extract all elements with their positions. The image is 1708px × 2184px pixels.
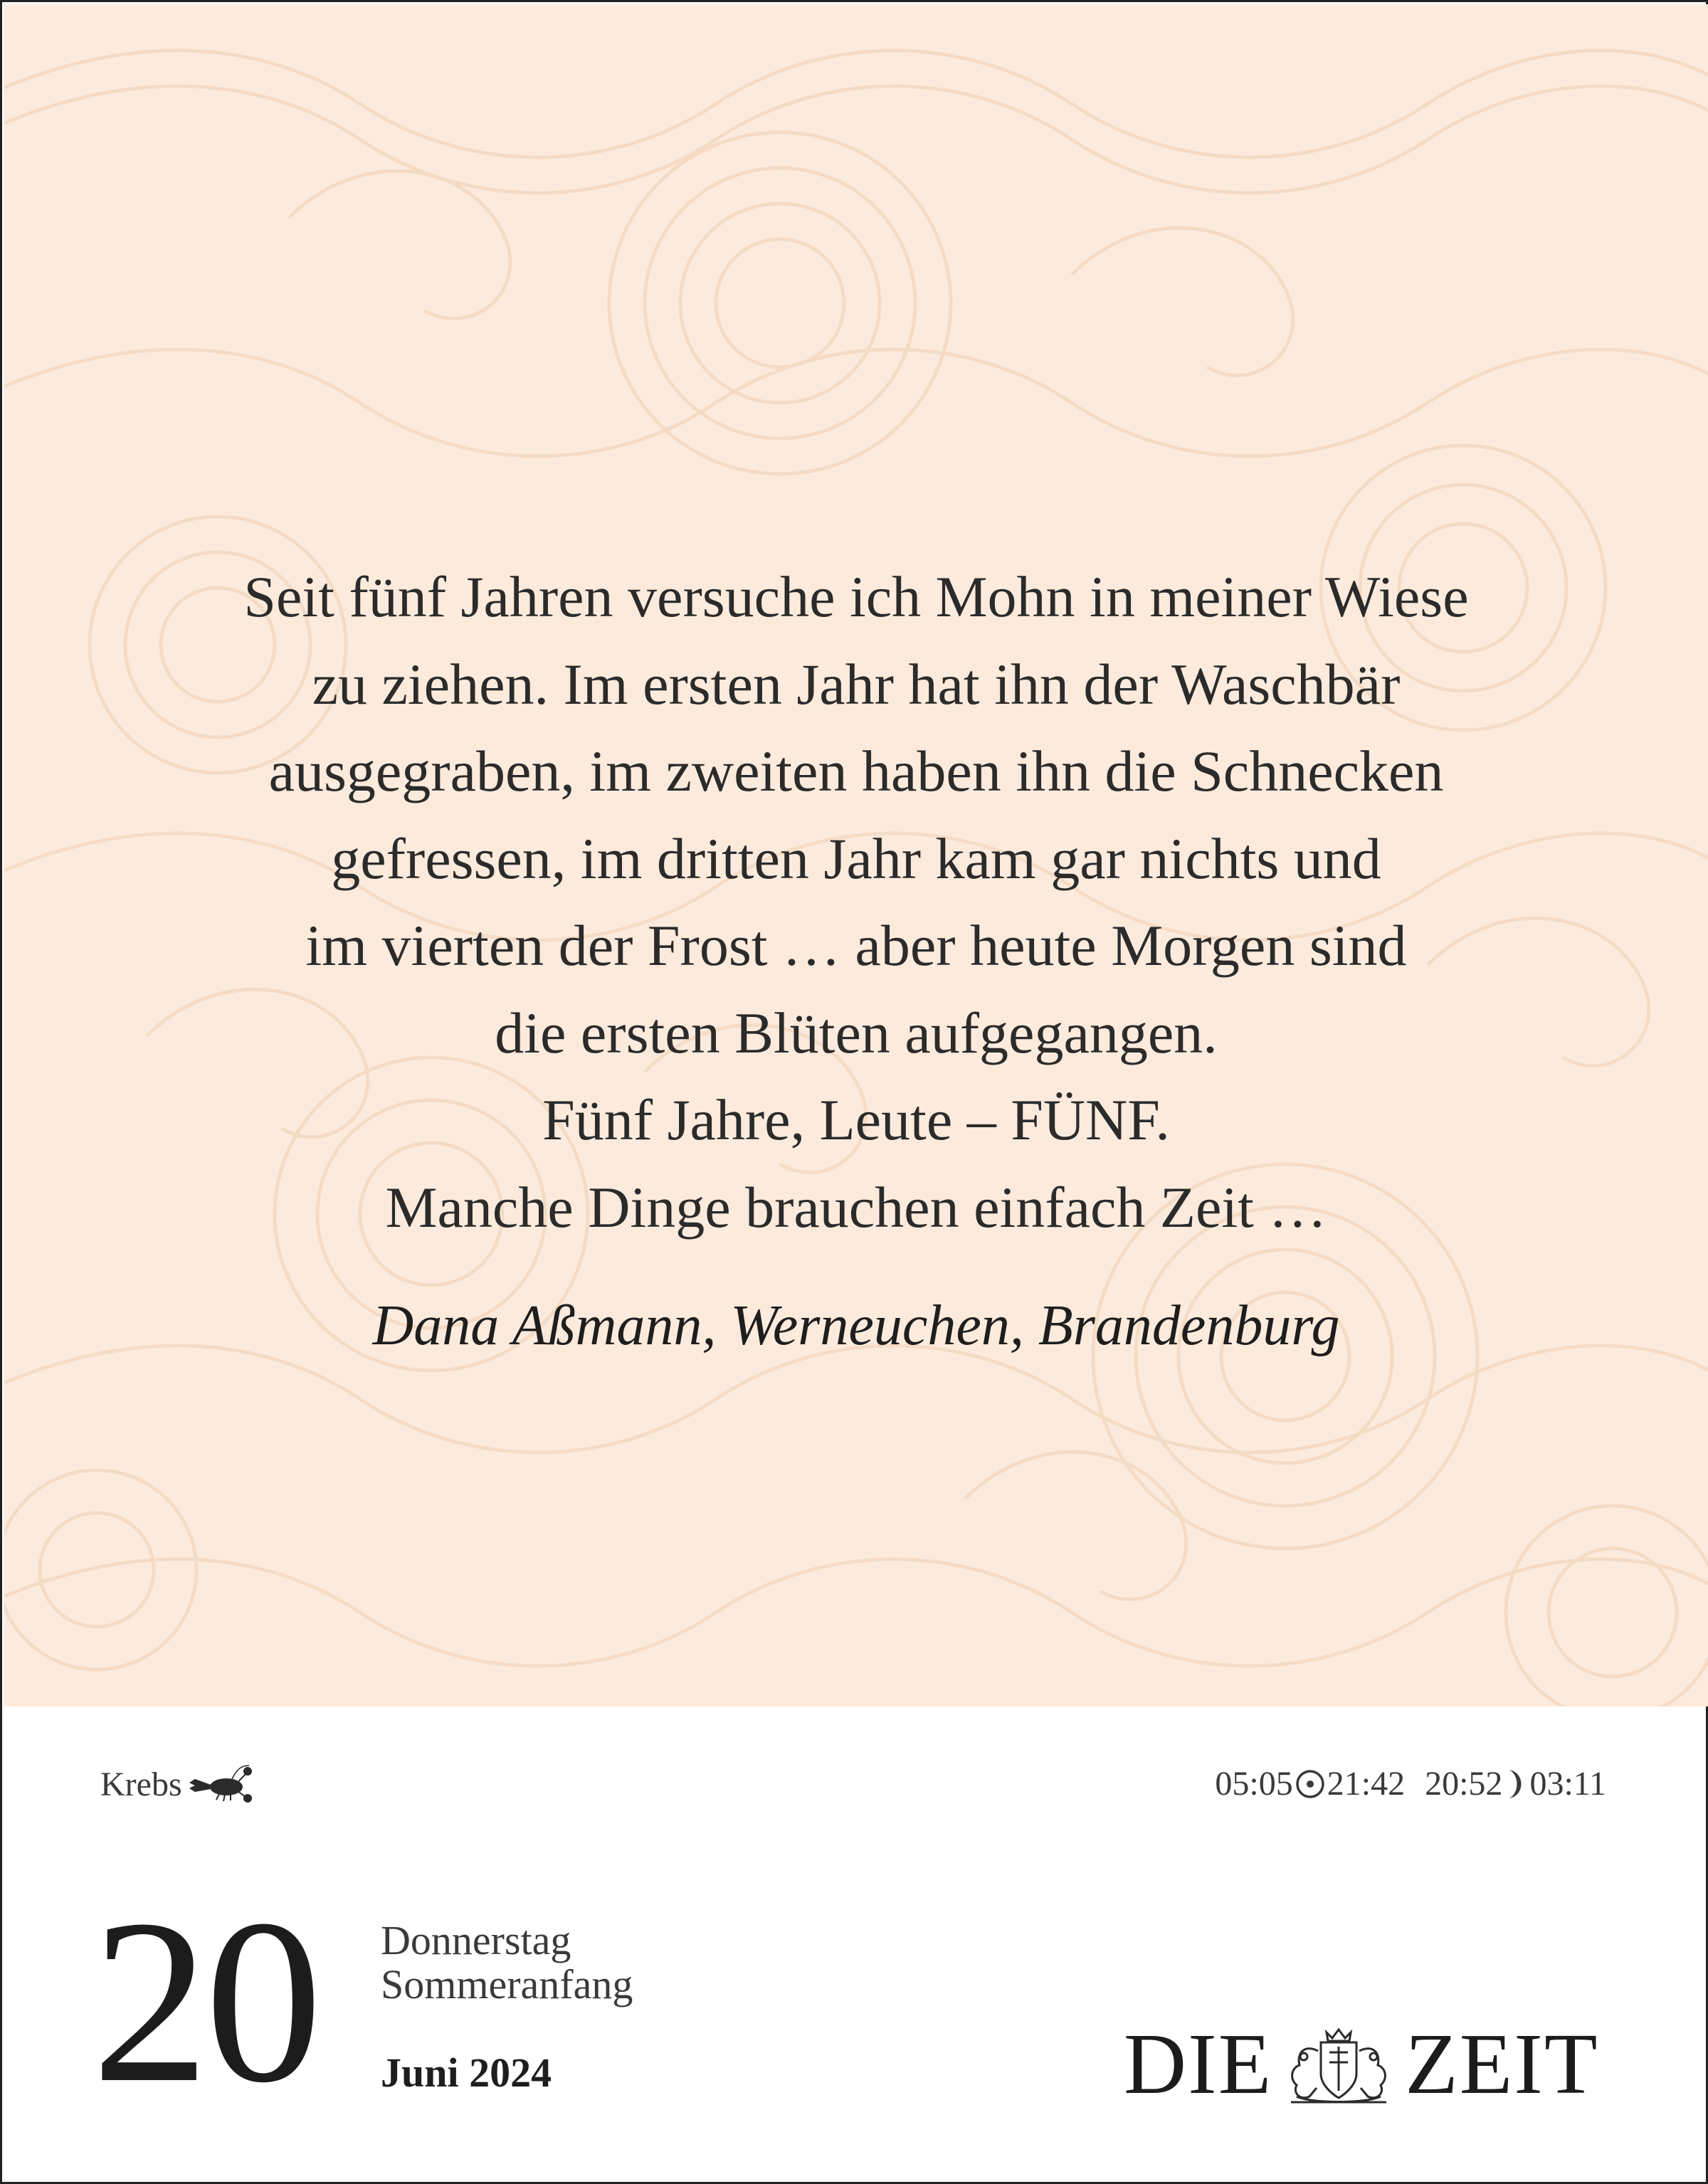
quote-line: im vierten der Frost … aber heute Morgen sind <box>305 913 1407 978</box>
quote-line: Fünf Jahre, Leute – FÜNF. <box>542 1087 1170 1152</box>
zodiac-sign <box>100 1764 253 1804</box>
sun-moon-times <box>1215 1764 1606 1803</box>
crayfish-icon <box>188 1764 253 1804</box>
die-zeit-logo <box>1124 2015 1598 2114</box>
weekday: Donnerstag <box>381 1917 571 1963</box>
moonrise-time: 20:52 <box>1425 1765 1503 1803</box>
moonset-time: 03:11 <box>1529 1765 1606 1803</box>
quote-line: ausgegraben, im zweiten haben ihn die Schnecken <box>268 739 1444 803</box>
coat-of-arms-icon <box>1275 2022 1402 2106</box>
quote-line: Seit fünf Jahren versuche ich Mohn in meiner Wiese <box>243 564 1469 629</box>
quote-attribution: Dana Aßmann, Werneuchen, Brandenburg <box>372 1294 1340 1357</box>
quote-line: zu ziehen. Im ersten Jahr hat ihn der Waschbär <box>312 651 1401 717</box>
logo-word-zeit: ZEIT <box>1405 2016 1599 2112</box>
quote-text <box>4 554 1708 1251</box>
quote-panel <box>4 4 1708 1706</box>
crescent-moon-icon <box>1504 1767 1528 1801</box>
quote-line: die ersten Blüten aufgegangen. <box>495 1000 1218 1065</box>
sun-icon <box>1295 1768 1326 1800</box>
sunset-time: 21:42 <box>1327 1765 1406 1803</box>
occasion: Sommeranfang <box>381 1961 633 2008</box>
day-number: 20 <box>92 1872 318 2131</box>
logo-word-die: DIE <box>1124 2016 1273 2112</box>
month-year: Juni 2024 <box>381 2050 552 2096</box>
zodiac-label: Krebs <box>100 1765 182 1803</box>
sunrise-time: 05:05 <box>1215 1765 1293 1803</box>
day-info <box>381 1919 633 2007</box>
quote-line: Manche Dinge brauchen einfach Zeit … <box>385 1174 1327 1240</box>
quote-line: gefressen, im dritten Jahr kam gar nichts und <box>331 825 1381 891</box>
